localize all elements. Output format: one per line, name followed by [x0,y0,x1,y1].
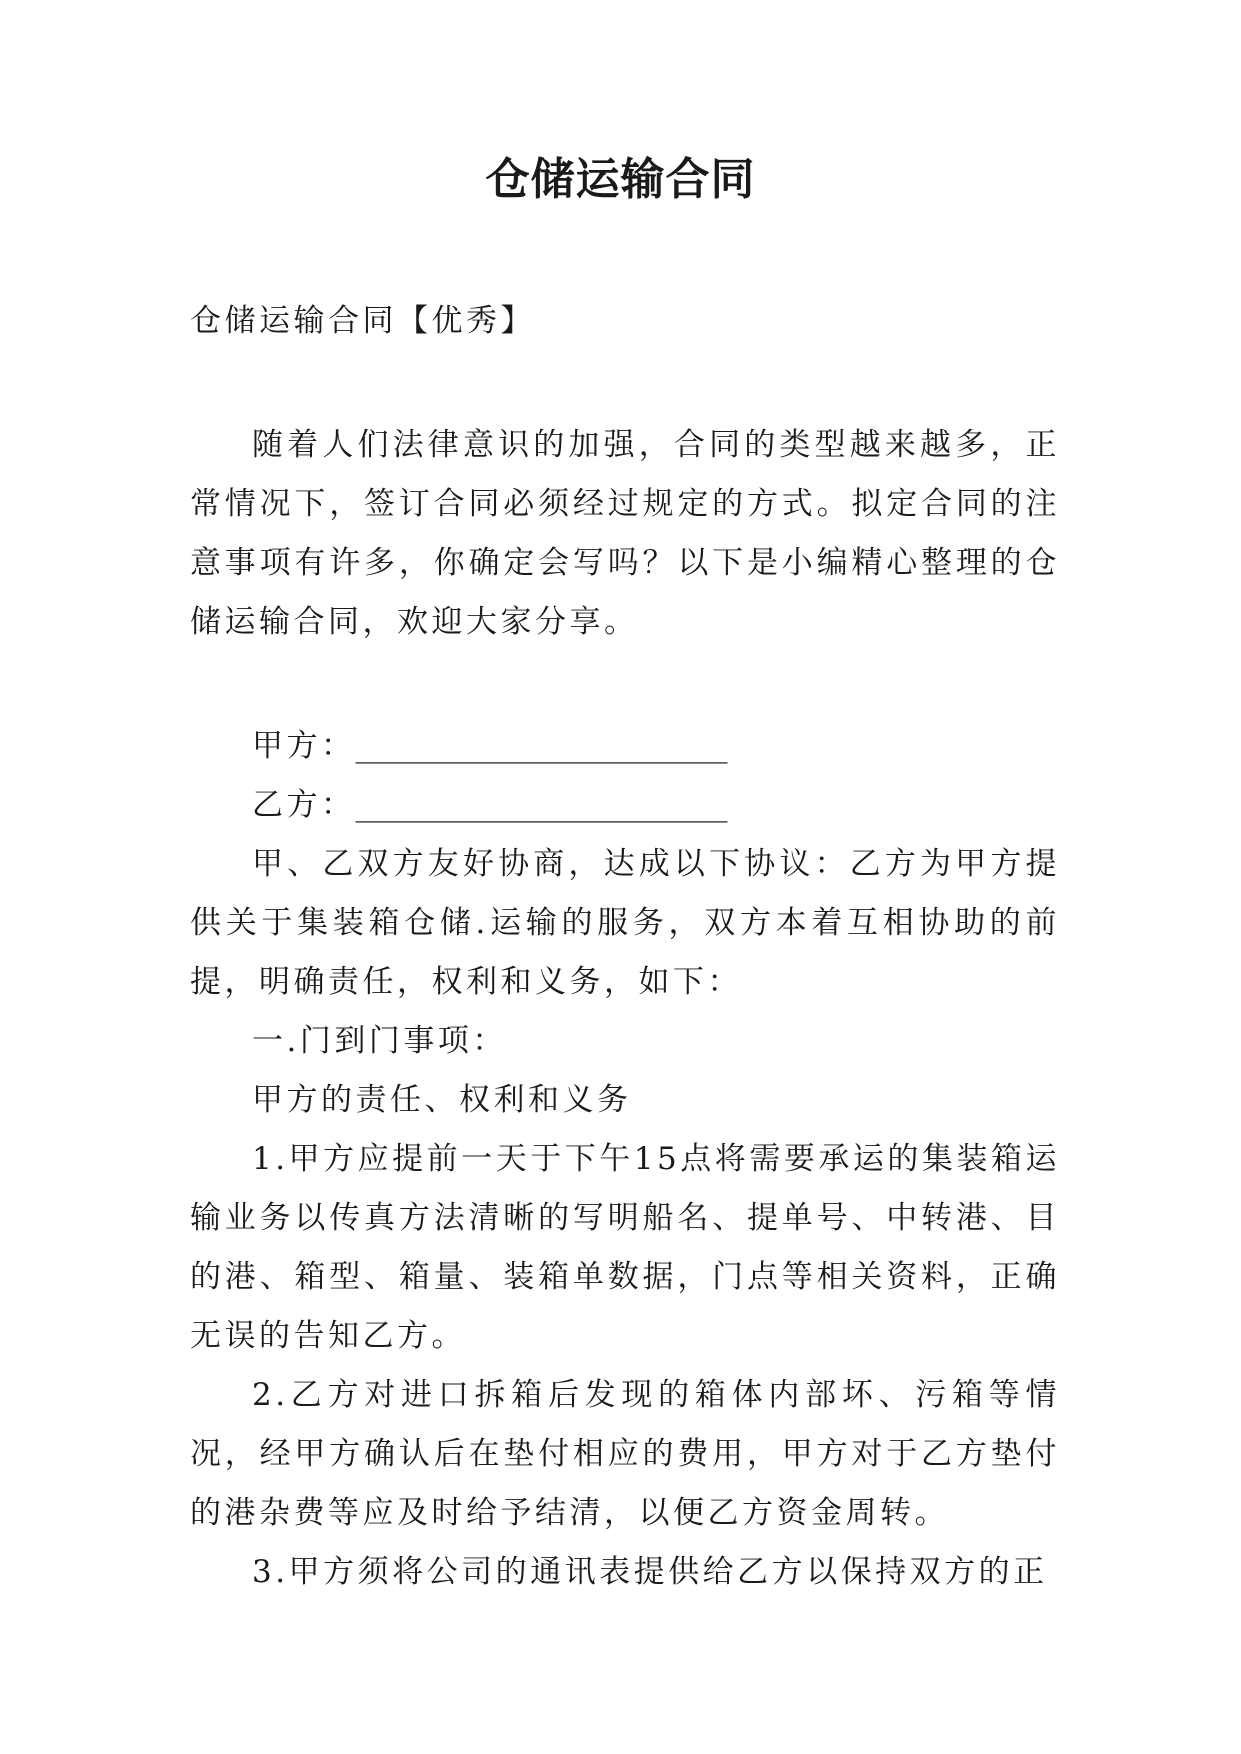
clause-3: 3.甲方须将公司的通讯表提供给乙方以保持双方的正 [252,1554,1048,1590]
party-b-label: 乙方： [252,787,356,823]
intro-paragraph: 随着人们法律意识的加强，合同的类型越来越多，正常情况下，签订合同必须经过规定的方式。拟定合同的注意事项有许多，你确定会写吗？以下是小编精心整理的仓储运输合同，欢迎大家分享。 [190,427,1060,640]
document-subtitle: 仓储运输合同【优秀】 [190,303,535,339]
party-b-line [190,776,1060,835]
document-body [190,292,1060,1602]
page-title: 仓储运输合同 [485,154,756,205]
agreement-paragraph: 甲、乙双方友好协商，达成以下协议：乙方为甲方提供关于集装箱仓储.运输的服务，双方本着互相协助的前提，明确责任，权利和义务，如下： [190,846,1060,1000]
section-1-heading: 一.门到门事项： [252,1023,507,1059]
clause-2: 2.乙方对进口拆箱后发现的箱体内部坏、污箱等情况，经甲方确认后在垫付相应的费用，甲方对于乙方垫付的港杂费等应及时给予结清，以便乙方资金周转。 [190,1377,1060,1531]
party-a-label: 甲方： [252,728,356,764]
party-a-line [190,717,1060,776]
party-b-blank: ________________________ [355,787,728,823]
party-a-blank: ________________________ [355,728,728,764]
clause-1: 1.甲方应提前一天于下午15点将需要承运的集装箱运输业务以传真方法清晰的写明船名、提单号、中转港、目的港、箱型、箱量、装箱单数据，门点等相关资料，正确无误的告知乙方。 [190,1141,1060,1354]
section-1-subheading: 甲方的责任、权利和义务 [252,1082,632,1118]
